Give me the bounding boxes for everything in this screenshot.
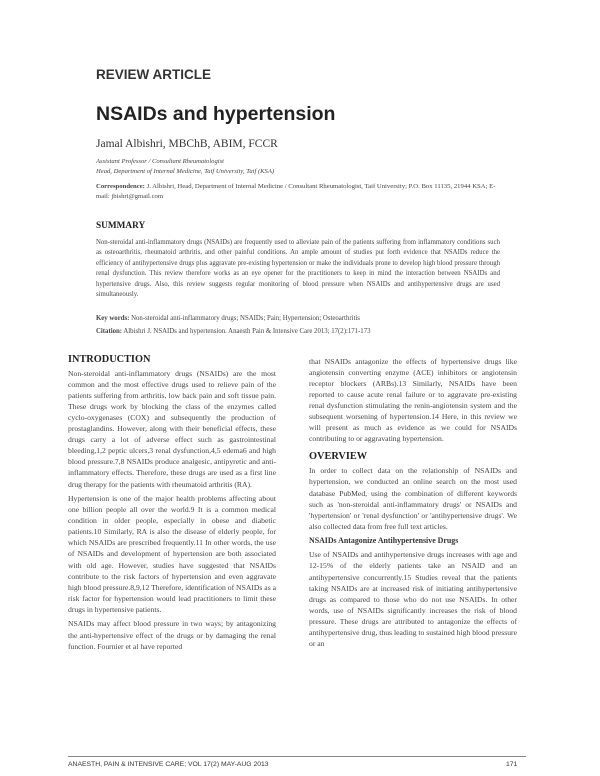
footer-divider [68, 756, 526, 757]
summary-heading: SUMMARY [96, 221, 146, 231]
keywords-text: Non-steroidal anti-inflammatory drugs; NSAIDs; Pain; Hypertension; Osteoarthritis [129, 315, 360, 322]
keywords-label: Key words: [96, 315, 130, 322]
intro-paragraph-4: that NSAIDs antagonize the effects of hypertensive drugs like angiotensin converting enzyme (ACE) inhibitors or angiotensin receptor blockers (ARBs).13 Similarly, NSAIDs have been reported to cause acute renal failure or to aggravate pre-existing renal dysfunction stimulating the renin-angiotensin system and the subsequent worsening of hypertension.14 Here, in this review we will present as much as evidence as we could for NSAIDs contributing to or aggravating hypertension. [309, 357, 517, 444]
correspondence-block [96, 182, 500, 202]
affiliation-line-1: Assistant Professor / Consultant Rheumatologist [96, 158, 224, 165]
correspondence-text: J. Albishri, Head, Department of Internal Medicine / Consultant Rheumatologist, Taif University; P.O. Box 11135, 21944 KSA; E-mail: jbishri@gmail.com [96, 183, 496, 200]
section-label: REVIEW ARTICLE [96, 67, 212, 82]
overview-paragraph-2: Use of NSAIDs and antihypertensive drugs increases with age and 12-15% of the elderly patients take an NSAID and an antihypertensive concurrently.15 Studies reveal that the patients taking NSAIDs are at increased risk of initiating antihypertensive drugs as compared to those who do not use NSAIDs. In other words, use of NSAIDs significantly increases the risk of blood pressure. These drugs are attributed to antagonize the effects of antihypertensive drug, thus leading to sustained high blood pressure or an [309, 550, 517, 648]
footer-journal-info: ANAESTH, PAIN & INTENSIVE CARE; VOL 17(2) MAY-AUG 2013 [68, 761, 269, 768]
left-column [68, 354, 276, 655]
citation-label: Citation: [96, 328, 123, 335]
intro-paragraph-3: NSAIDs may affect blood pressure in two ways; by antagonizing the anti-hypertensive effect of the drugs or by damaging the renal function. Fournier et al have reported [68, 619, 276, 651]
introduction-heading: INTRODUCTION [68, 354, 151, 365]
page-number: 171 [506, 761, 518, 768]
article-title: NSAIDs and hypertension [96, 103, 336, 125]
overview-heading: OVERVIEW [309, 451, 367, 463]
author-line: Jamal Albishri, MBChB, ABIM, FCCR [96, 138, 278, 150]
right-column [309, 356, 517, 653]
citation-text: Albishri J. NSAIDs and hypertension. Anaesth Pain & Intensive Care 2013; 17(2):171-173 [122, 328, 371, 335]
nsaids-antagonize-subheading: NSAIDs Antagonize Antihypertensive Drugs [309, 536, 459, 546]
summary-body: Non-steroidal anti-inflammatory drugs (NSAIDs) are frequently used to alleviate pain of the patients suffering from inflammatory conditions such as osteoarthritis, rheumatoid arthritis, and other painful conditions. An ample amount of studies put forth evidence that NSAIDs reduce the efficiency of antihypertensive drugs plus aggravate pre-existing hypertension or make the individuals prone to develop high blood pressure through renal dysfunction. This review therefore works as an eye opener for the practitioners to keep in mind the interaction between NSAIDs and hypertensive drugs. Also, this review suggests regular monitoring of blood pressure when NSAIDs and antihypertensive drugs are used simultaneously. [96, 239, 500, 299]
citation-line [96, 328, 371, 335]
intro-paragraph-2: Hypertension is one of the major health problems affecting about one billion people all over the world.9 It is a common medical condition in older people, especially in obese and diabetic patients.10 Similarly, RA is also the disease of elderly people, for which NSAIDs are prescribed frequently.11 In other words, the use of NSAIDs and development of hypertension are both associated with old age. However, studies have suggested that NSAIDs contribute to the risk factors of hypertension and even aggravate high blood pressure.8,9,12 Therefore, identification of NSAIDs as a risk factor for hypertension would lead practitioners to limit these drugs in hypertensive patients. [68, 494, 276, 614]
correspondence-label: Correspondence: [96, 183, 145, 190]
intro-paragraph-1: Non-steroidal anti-inflammatory drugs (NSAIDs) are the most common and the most effective drugs used to relieve pain of the patients suffering from arthritis, low back pain and soft tissue pain. These drugs work by blocking the class of the enzymes called cyclo-oxygenases (COX) and subsequently the production of prostaglandins. However, along with their beneficial effects, these drugs carry a lot of adverse effect such as gastrointestinal bleeding,1,2 peptic ulcers,3 renal dysfunction,4,5 edema6 and high blood pressure.7,8 NSAIDs produce analgesic, antipyretic and anti-inflammatory effects. Therefore, these drugs are used as a first line drug therapy for the patients with rheumatoid arthritis (RA). [68, 369, 276, 489]
affiliation-line-2: Head, Department of Internal Medicine, Taif University, Taif (KSA) [96, 168, 275, 175]
keywords-line [96, 315, 360, 322]
overview-paragraph-1: In order to collect data on the relationship of NSAIDs and hypertension, we conducted an online search on the most used database PubMed, using the combination of different keywords such as 'non-steroidal anti-inflammatory drugs' or NSAIDs and 'hypertension' or 'renal dysfunction' or 'antihypertensive drugs'. We also collected data from free full text articles. [309, 466, 517, 531]
